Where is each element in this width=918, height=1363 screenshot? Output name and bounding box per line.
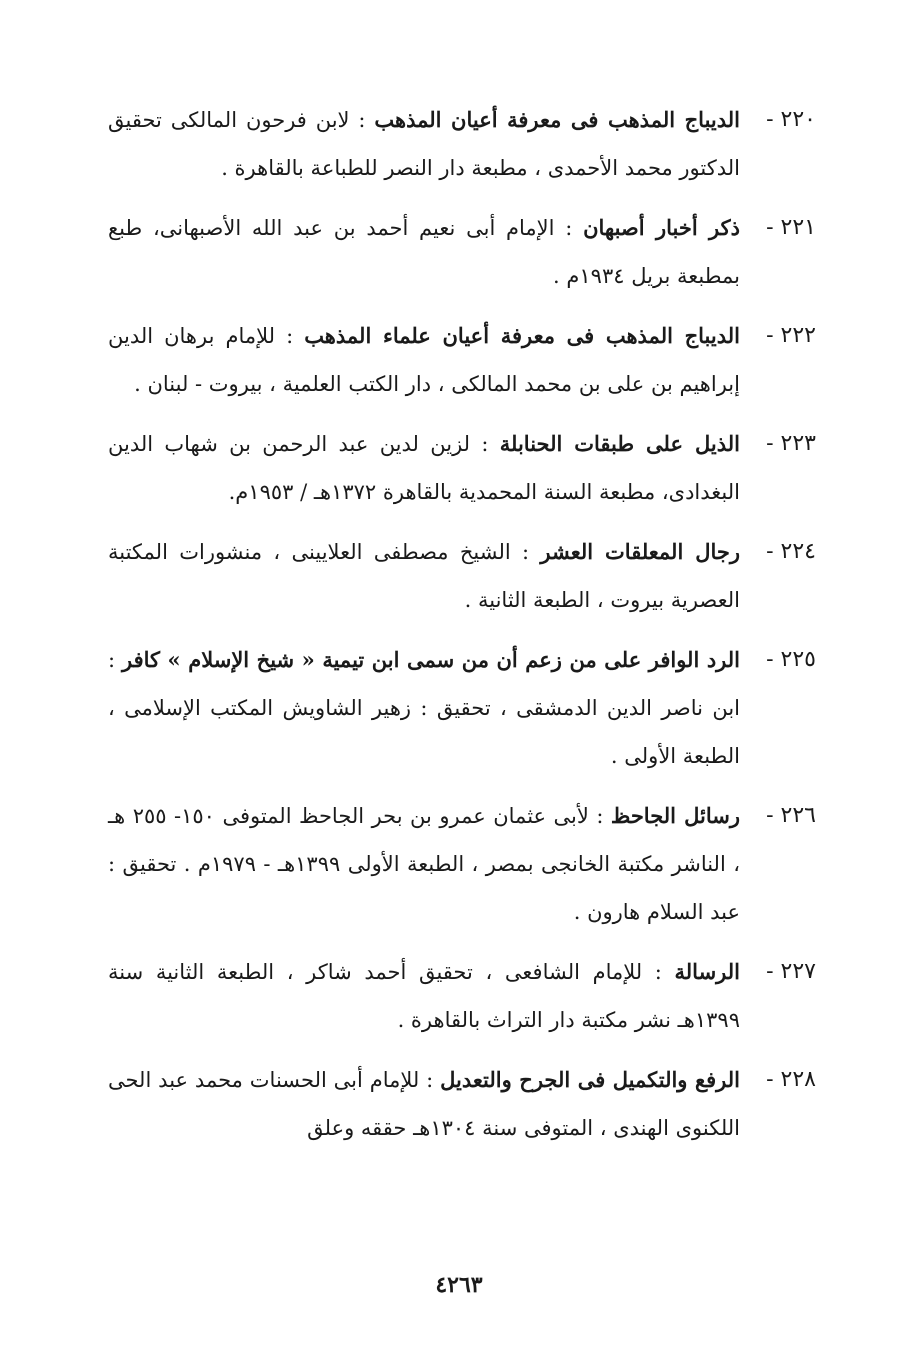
entry-title: الرد الوافر على من زعم أن من سمى ابن تيمية « شيخ الإسلام » كافر — [121, 647, 740, 672]
entry-title: الديباج المذهب فى معرفة أعيان علماء المذهب — [304, 323, 740, 348]
entry-text — [108, 636, 740, 780]
entry-text — [108, 312, 740, 408]
bibliography-page — [108, 96, 816, 1164]
bibliography-entry-221 — [108, 204, 816, 300]
entry-details: : للإمام الشافعى ، تحقيق أحمد شاكر ، الطبعة الثانية سنة ١٣٩٩هـ نشر مكتبة دار التراث بالقاهرة . — [108, 960, 740, 1032]
bibliography-entry-224 — [108, 528, 816, 624]
entry-number: ٢٢٣ - — [766, 431, 816, 456]
bibliography-entry-225 — [108, 636, 816, 780]
entry-details: : لأبى عثمان عمرو بن بحر الجاحظ المتوفى ١٥٠- ٢٥٥ هـ ، الناشر مكتبة الخانجى بمصر ، الطبعة الأولى ١٣٩٩هـ - ١٩٧٩م . تحقيق : عبد السلام هارون . — [108, 804, 740, 924]
bibliography-entry-220 — [108, 96, 816, 192]
entry-title: الذيل على طبقات الحنابلة — [499, 431, 740, 456]
entry-details: : الإمام أبى نعيم أحمد بن عبد الله الأصبهانى، طبع بمطبعة بريل ١٩٣٤م . — [108, 216, 740, 288]
entry-text — [108, 792, 740, 936]
bibliography-entry-226 — [108, 792, 816, 936]
entry-title: الديباج المذهب فى معرفة أعيان المذهب — [374, 107, 741, 132]
entry-details: : لزين لدين عبد الرحمن بن شهاب الدين البغدادى، مطبعة السنة المحمدية بالقاهرة ١٣٧٢هـ / ١٩٥٣م. — [108, 432, 740, 504]
bibliography-entry-222 — [108, 312, 816, 408]
entry-text — [108, 204, 740, 300]
entry-text — [108, 528, 740, 624]
entry-title: رسائل الجاحظ — [610, 803, 740, 828]
page-number: ٤٢٦٣ — [435, 1272, 483, 1298]
entry-text — [108, 948, 740, 1044]
entry-title: رجال المعلقات العشر — [540, 539, 740, 564]
entry-title: ذكر أخبار أصبهان — [583, 215, 740, 240]
bibliography-entry-227 — [108, 948, 816, 1044]
entry-details: : للإمام أبى الحسنات محمد عبد الحى اللكنوى الهندى ، المتوفى سنة ١٣٠٤هـ حققه وعلق — [108, 1068, 740, 1140]
entry-title: الرفع والتكميل فى الجرح والتعديل — [440, 1067, 740, 1092]
entry-details: : ابن ناصر الدين الدمشقى ، تحقيق : زهير الشاويش المكتب الإسلامى ، الطبعة الأولى . — [108, 648, 740, 768]
entry-number: ٢٢٤ - — [766, 539, 816, 564]
entry-title: الرسالة — [674, 959, 740, 984]
entry-number: ٢٢١ - — [766, 215, 816, 240]
entry-number: ٢٢٦ - — [766, 803, 816, 828]
entry-number: ٢٢٥ - — [766, 647, 816, 672]
entry-number: ٢٢٨ - — [766, 1067, 816, 1092]
bibliography-entry-223 — [108, 420, 816, 516]
entry-text — [108, 1056, 740, 1152]
entry-number: ٢٢٢ - — [766, 323, 816, 348]
entry-number: ٢٢٧ - — [766, 959, 816, 984]
entry-text — [108, 420, 740, 516]
entry-details: : الشيخ مصطفى العلايينى ، منشورات المكتبة العصرية بيروت ، الطبعة الثانية . — [108, 540, 740, 612]
entry-number: ٢٢٠ - — [766, 107, 816, 132]
entry-details: : لابن فرحون المالكى تحقيق الدكتور محمد الأحمدى ، مطبعة دار النصر للطباعة بالقاهرة . — [108, 108, 740, 180]
bibliography-entry-228 — [108, 1056, 816, 1152]
entry-details: : للإمام برهان الدين إبراهيم بن على بن محمد المالكى ، دار الكتب العلمية ، بيروت - لبنان . — [108, 324, 740, 396]
entry-text — [108, 96, 740, 192]
